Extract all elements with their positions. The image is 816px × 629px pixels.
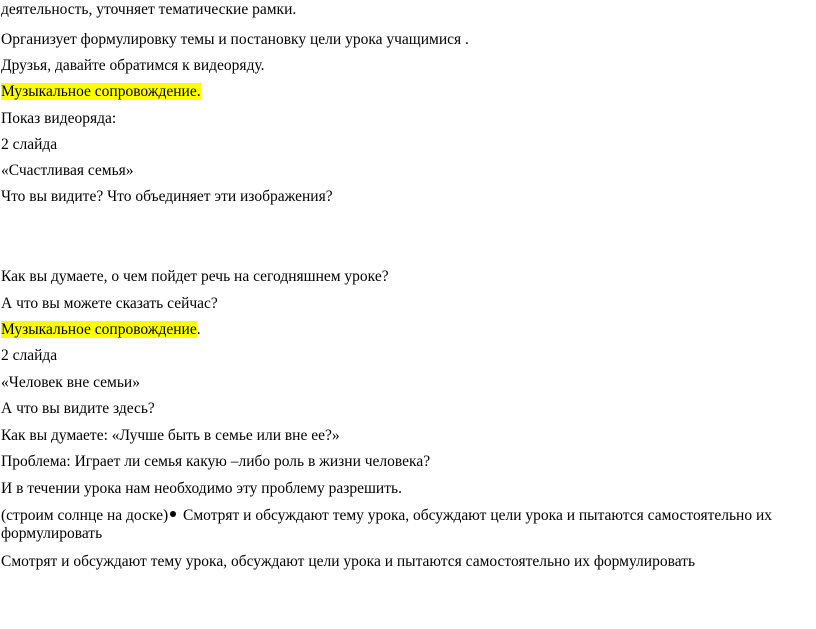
text-line: «Счастливая семья» <box>1 162 134 179</box>
text-line: Что вы видите? Что объединяет эти изображения? <box>1 188 333 205</box>
text-line: деятельность, уточняет тематические рамки. <box>1 1 297 18</box>
line-tail: . <box>196 321 201 338</box>
text-paragraph <box>1 507 813 543</box>
text-line: Как вы думаете: «Лучше быть в семье или вне ее?» <box>1 427 340 444</box>
highlighted-text: Музыкальное сопровождение. <box>1 83 201 100</box>
text-line: А что вы видите здесь? <box>1 400 155 417</box>
text-line: 2 слайда <box>1 347 58 364</box>
text-line: Проблема: Играет ли семья какую –либо роль в жизни человека? <box>1 453 431 470</box>
text-line: Показ видеоряда: <box>1 110 117 127</box>
text-line: И в течении урока нам необходимо эту проблему разрешить. <box>1 480 402 497</box>
bullet-icon <box>170 511 176 517</box>
highlighted-line <box>1 83 201 101</box>
text-line: Смотрят и обсуждают тему урока, обсуждают цели урока и пытаются самостоятельно их формулировать <box>1 553 696 570</box>
highlighted-text: Музыкальное сопровождение <box>1 321 197 338</box>
text-line: А что вы можете сказать сейчас? <box>1 295 218 312</box>
text-line: Организует формулировку темы и постановку цели урока учащимися . <box>1 31 469 48</box>
text-line: 2 слайда <box>1 136 58 153</box>
highlighted-line <box>1 321 201 339</box>
paragraph-lead: (строим солнце на доске) <box>1 507 169 524</box>
text-line: Как вы думаете, о чем пойдет речь на сегодняшнем уроке? <box>1 268 389 285</box>
text-line: Друзья, давайте обратимся к видеоряду. <box>1 57 265 74</box>
text-line: «Человек вне семьи» <box>1 374 140 391</box>
paragraph-body: Смотрят и обсуждают тему урока, обсуждают цели урока и пытаются самостоятельно их формулировать <box>1 507 772 542</box>
